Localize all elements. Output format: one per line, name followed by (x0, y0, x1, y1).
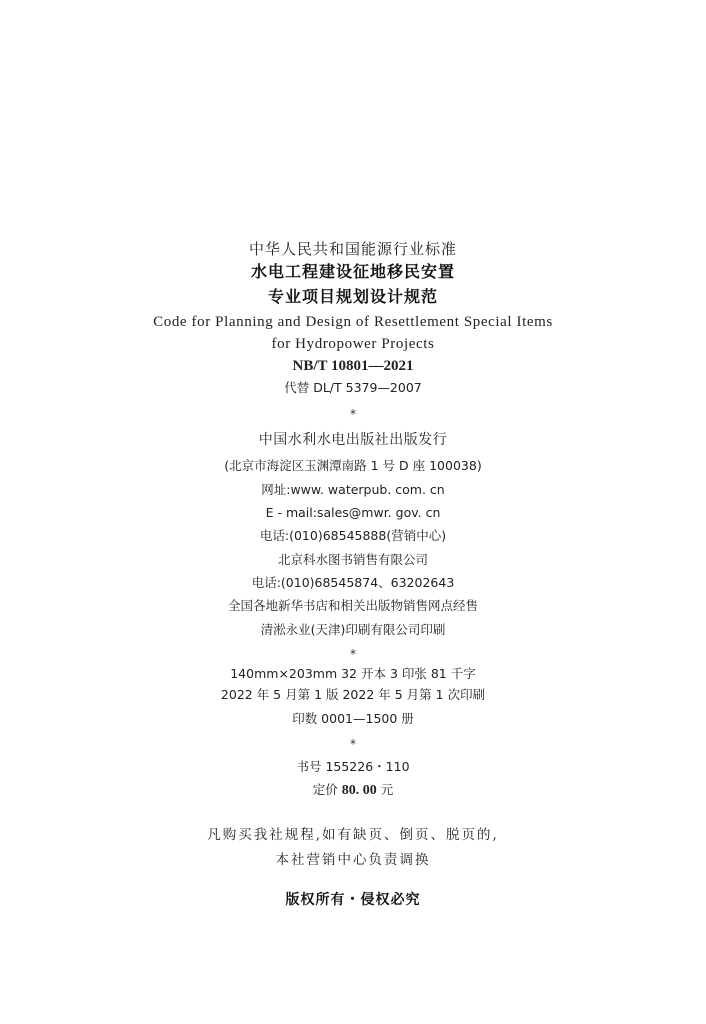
print-run: 印数 0001—1500 册 (292, 711, 414, 726)
english-title-line-2: for Hydropower Projects (271, 336, 435, 352)
notice-line-2: 本社营销中心负责调换 (275, 852, 431, 868)
title-line-2: 专业项目规划设计规范 (267, 287, 438, 306)
title-line-1: 水电工程建设征地移民安置 (250, 262, 455, 281)
separator-star-3: * (350, 737, 356, 751)
price (0, 781, 706, 800)
printer-name: 清淞永业(天津)印刷有限公司印刷 (260, 622, 446, 637)
separator-star-1: * (350, 407, 356, 421)
standard-number: NB/T 10801—2021 (292, 358, 414, 374)
english-title-line-1: Code for Planning and Design of Resettlement Special Items (153, 314, 553, 330)
price-value: 80. 00 (341, 783, 377, 798)
copyright-notice: 版权所有・侵权必究 (285, 892, 421, 908)
publisher-email: E - mail:sales@mwr. gov. cn (265, 505, 441, 520)
notice-line-1: 凡购买我社规程,如有缺页、倒页、脱页的, (207, 827, 499, 843)
price-label: 定价 (312, 782, 338, 797)
book-format: 140mm×203mm 32 开本 3 印张 81 千字 (230, 666, 476, 681)
separator-star-2: * (350, 647, 356, 661)
distributor-name: 北京科水图书销售有限公司 (277, 552, 428, 567)
distribution-note: 全国各地新华书店和相关出版物销售网点经售 (227, 598, 478, 613)
standard-series: 中华人民共和国能源行业标准 (248, 240, 457, 258)
book-number: 书号 155226・110 (296, 759, 410, 774)
publisher-phone: 电话:(010)68545888(营销中心) (259, 528, 447, 543)
publisher-name: 中国水利水电出版社出版发行 (258, 432, 448, 448)
replaces-standard: 代替 DL/T 5379—2007 (284, 380, 422, 395)
edition-info: 2022 年 5 月第 1 版 2022 年 5 月第 1 次印刷 (220, 687, 486, 702)
publisher-website: 网址:www. waterpub. com. cn (261, 482, 445, 497)
publisher-address: (北京市海淀区玉渊潭南路 1 号 D 座 100038) (224, 458, 482, 473)
price-unit: 元 (380, 782, 394, 797)
distributor-phone: 电话:(010)68545874、63202643 (251, 575, 455, 590)
